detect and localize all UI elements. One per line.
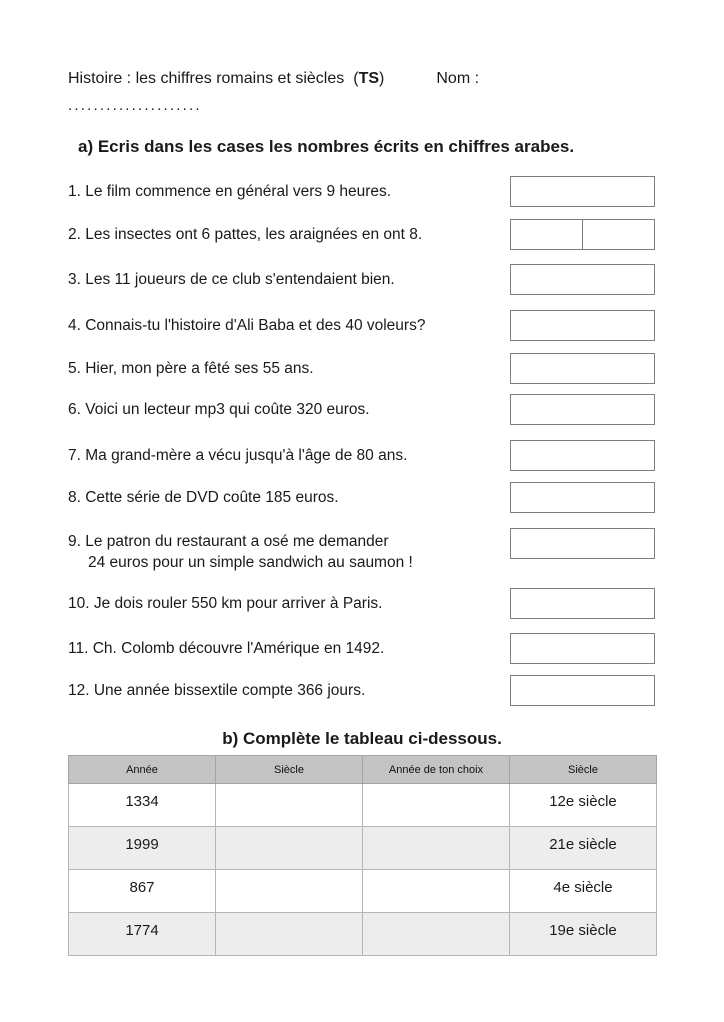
cell-annee-1: 1334 xyxy=(69,784,216,827)
answer-box-2 xyxy=(510,219,655,250)
question-text-6: 6. Voici un lecteur mp3 qui coûte 320 euros. xyxy=(68,401,370,418)
question-text-5: 5. Hier, mon père a fêté ses 55 ans. xyxy=(68,360,314,377)
cell-siecle2-2: 21e siècle xyxy=(510,827,657,870)
question-text-3: 3. Les 11 joueurs de ce club s'entendaient bien. xyxy=(68,271,395,288)
cell-siecle-input-3[interactable] xyxy=(216,870,363,913)
answer-box-10[interactable] xyxy=(510,588,655,619)
answer-box-7[interactable] xyxy=(510,440,655,471)
table-header-row xyxy=(69,756,657,784)
answer-box-5[interactable] xyxy=(510,353,655,384)
page-title xyxy=(68,70,479,88)
answer-cell-2-left[interactable] xyxy=(511,220,582,249)
question-text-2: 2. Les insectes ont 6 pattes, les araignées en ont 8. xyxy=(68,226,423,243)
question-row-8 xyxy=(0,482,724,513)
centuries-table xyxy=(68,755,657,956)
cell-annee-2: 1999 xyxy=(69,827,216,870)
question-text-12: 12. Une année bissextile compte 366 jours. xyxy=(68,682,366,699)
answer-box-4[interactable] xyxy=(510,310,655,341)
question-row-3 xyxy=(0,264,724,295)
question-text-10: 10. Je dois rouler 550 km pour arriver à Paris. xyxy=(68,595,383,612)
cell-siecle2-4: 19e siècle xyxy=(510,913,657,956)
name-fill-line[interactable]: ..................... xyxy=(68,97,202,114)
level-tag: (TS) xyxy=(353,70,385,87)
col-header-siecle: Siècle xyxy=(216,756,363,784)
answer-cell-2-right[interactable] xyxy=(582,220,654,249)
answer-box-8[interactable] xyxy=(510,482,655,513)
question-text-7: 7. Ma grand-mère a vécu jusqu'à l'âge de 80 ans. xyxy=(68,447,408,464)
answer-box-12[interactable] xyxy=(510,675,655,706)
section-a-heading: a) Ecris dans les cases les nombres écrits en chiffres arabes. xyxy=(78,137,575,156)
worksheet-title: Histoire : les chiffres romains et siècles xyxy=(68,70,345,87)
cell-annee-choix-input-4[interactable] xyxy=(363,913,510,956)
question-row-6 xyxy=(0,394,724,425)
cell-annee-choix-input-2[interactable] xyxy=(363,827,510,870)
level-code: TS xyxy=(358,70,380,87)
answer-box-6[interactable] xyxy=(510,394,655,425)
section-b-heading: b) Complète le tableau ci-dessous. xyxy=(222,729,502,748)
question-row-10 xyxy=(0,588,724,619)
col-header-annee-choix: Année de ton choix xyxy=(363,756,510,784)
question-row-7 xyxy=(0,440,724,471)
question-row-9 xyxy=(0,528,724,571)
answer-box-3[interactable] xyxy=(510,264,655,295)
cell-siecle-input-1[interactable] xyxy=(216,784,363,827)
cell-annee-3: 867 xyxy=(69,870,216,913)
cell-annee-choix-input-1[interactable] xyxy=(363,784,510,827)
question-row-2 xyxy=(0,219,724,250)
table-row-1 xyxy=(69,784,657,827)
question-row-12 xyxy=(0,675,724,706)
cell-annee-choix-input-3[interactable] xyxy=(363,870,510,913)
question-text-1: 1. Le film commence en général vers 9 heures. xyxy=(68,183,392,200)
name-label: Nom : xyxy=(436,70,480,87)
question-row-5 xyxy=(0,353,724,384)
table-row-3 xyxy=(69,870,657,913)
col-header-siecle-2: Siècle xyxy=(510,756,657,784)
cell-siecle2-3: 4e siècle xyxy=(510,870,657,913)
question-text-9: 9. Le patron du restaurant a osé me demander 24 euros pour un simple sandwich au saumon ! xyxy=(68,533,413,571)
cell-siecle-input-4[interactable] xyxy=(216,913,363,956)
answer-box-1[interactable] xyxy=(510,176,655,207)
question-text-11: 11. Ch. Colomb découvre l'Amérique en 1492. xyxy=(68,640,385,657)
question-row-11 xyxy=(0,633,724,664)
answer-box-11[interactable] xyxy=(510,633,655,664)
question-row-4 xyxy=(0,310,724,341)
cell-siecle2-1: 12e siècle xyxy=(510,784,657,827)
question-row-1 xyxy=(0,176,724,207)
question-text-8: 8. Cette série de DVD coûte 185 euros. xyxy=(68,489,339,506)
table-row-4 xyxy=(69,913,657,956)
answer-box-9[interactable] xyxy=(510,528,655,559)
cell-siecle-input-2[interactable] xyxy=(216,827,363,870)
table-row-2 xyxy=(69,827,657,870)
cell-annee-4: 1774 xyxy=(69,913,216,956)
col-header-annee: Année xyxy=(69,756,216,784)
question-text-4: 4. Connais-tu l'histoire d'Ali Baba et des 40 voleurs? xyxy=(68,317,426,334)
